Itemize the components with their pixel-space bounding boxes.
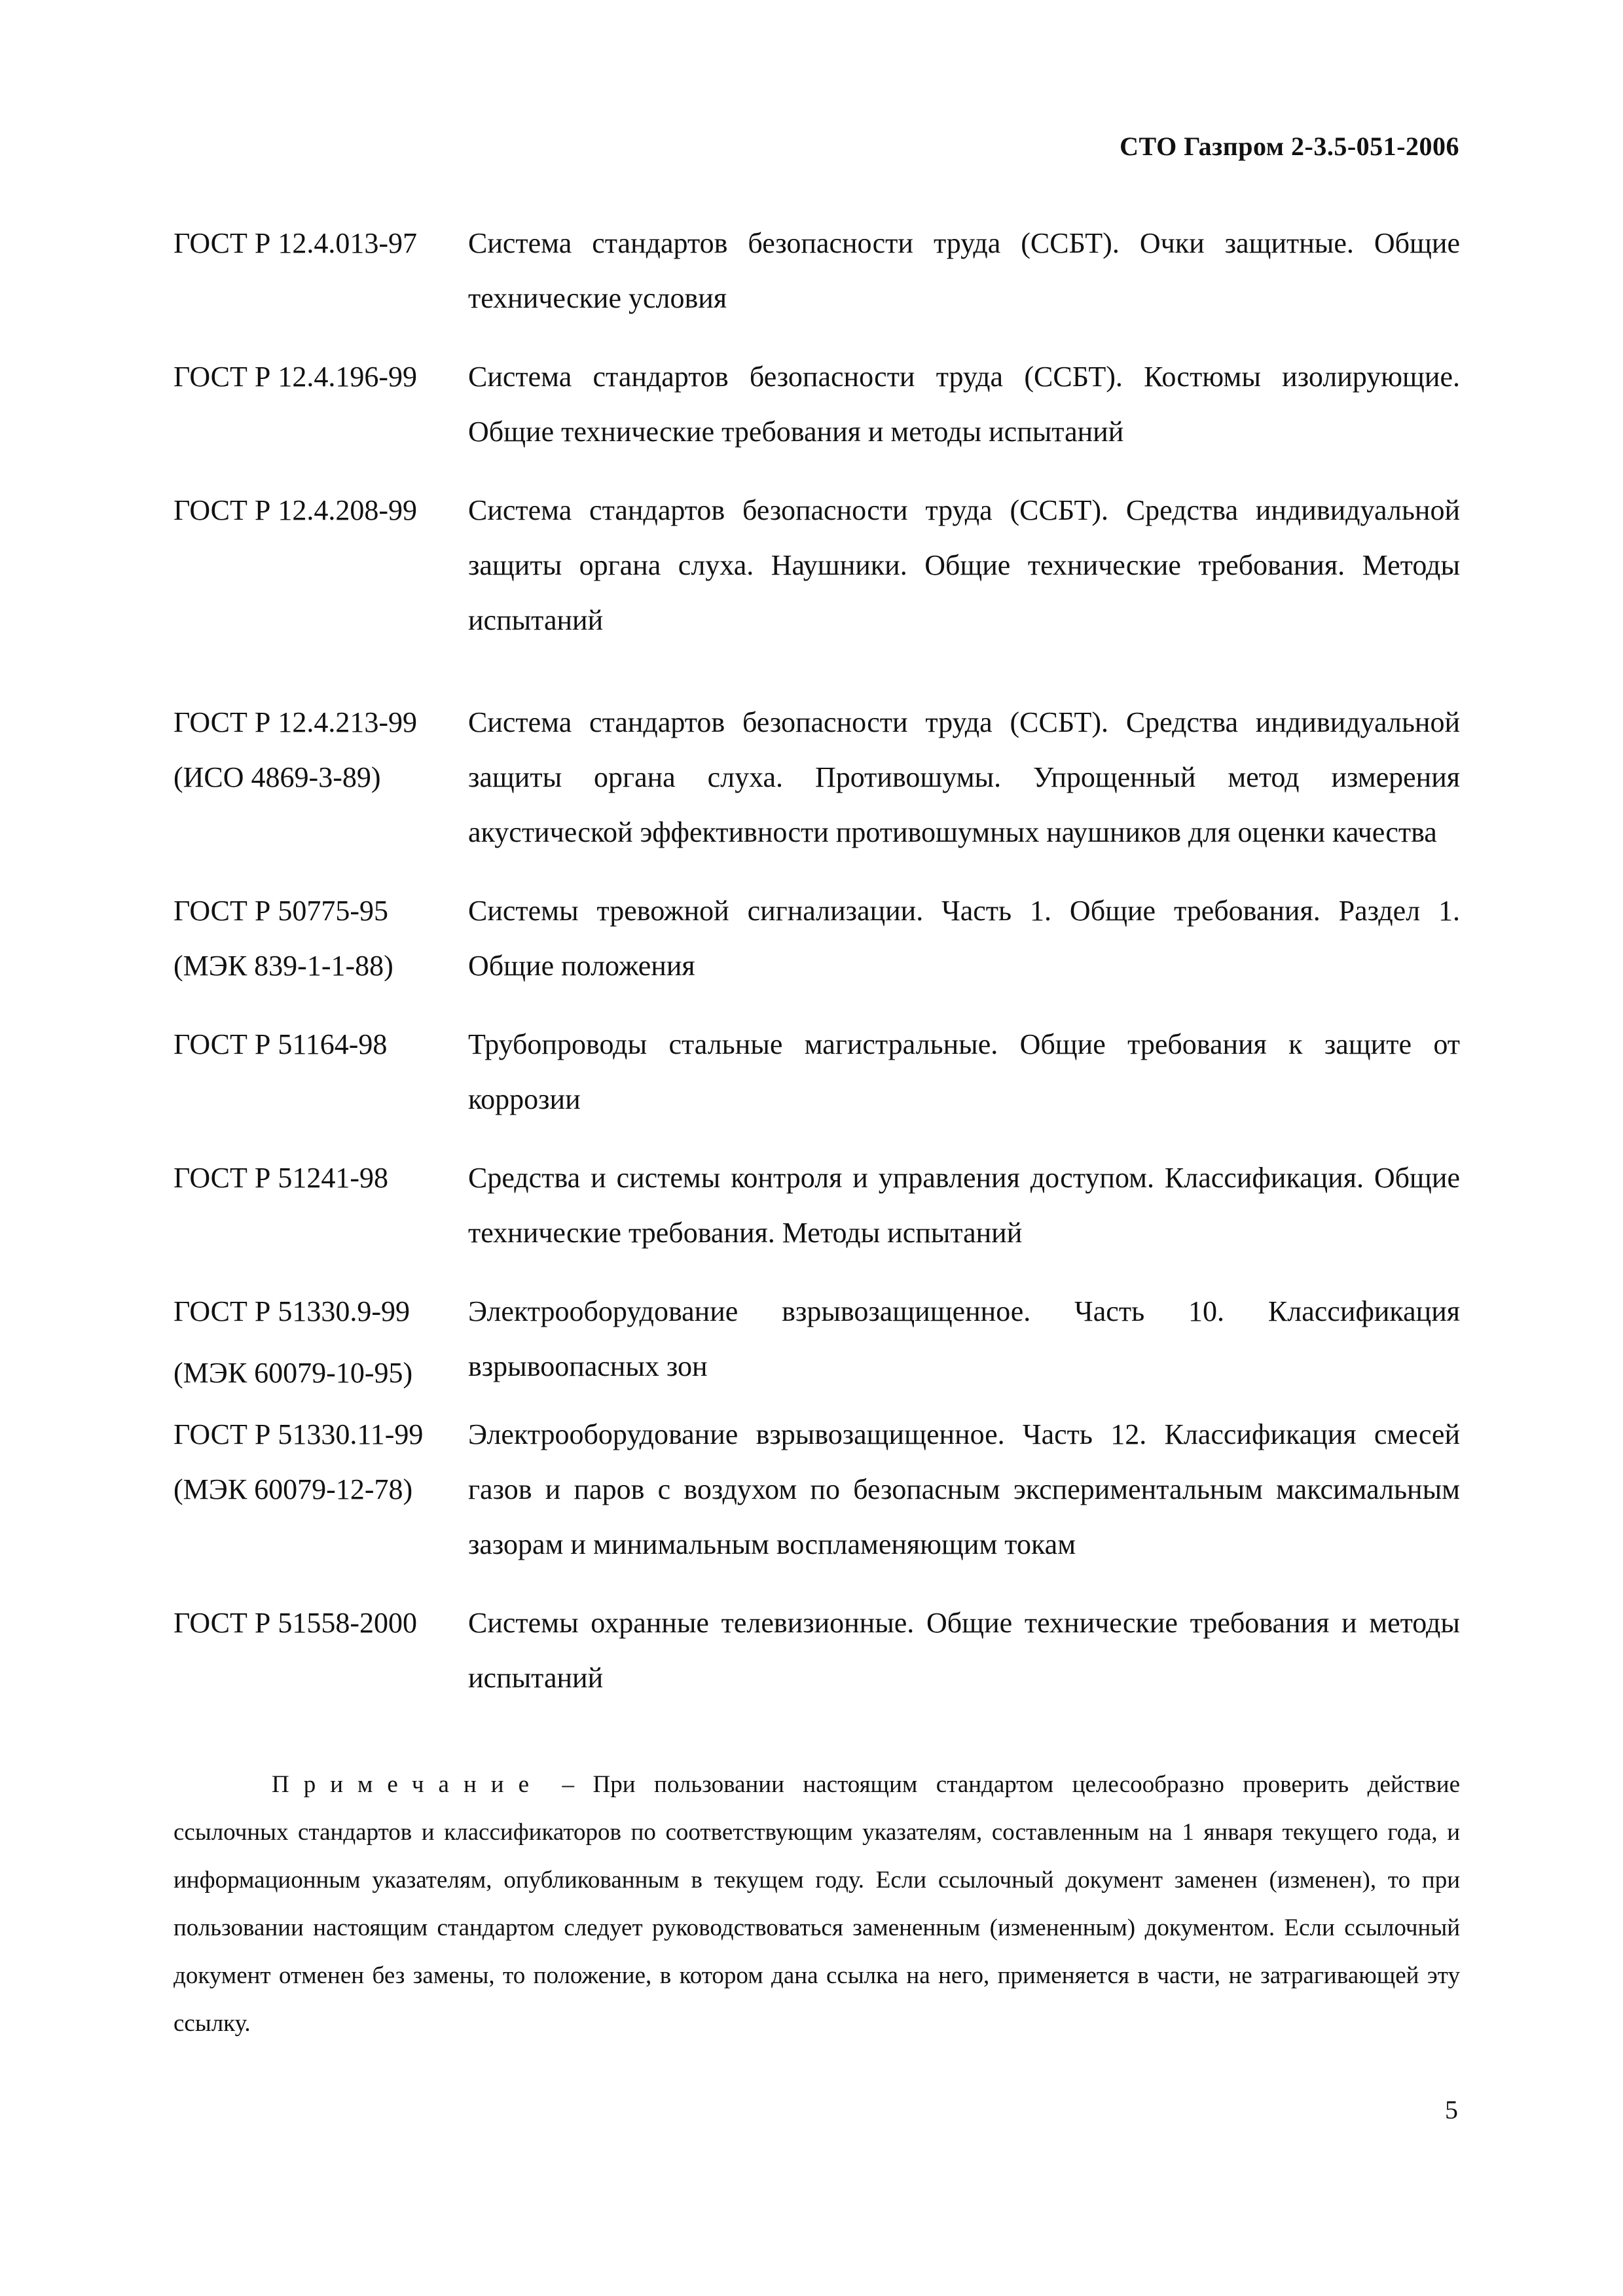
reference-code-international: (МЭК 839-1-1-88) — [173, 950, 393, 982]
reference-row — [173, 1596, 1460, 1706]
reference-code — [173, 1596, 468, 1651]
reference-code — [173, 216, 468, 271]
reference-title: Система стандартов безопасности труда (ССБТ). Костюмы изолирующие. Общие технические требования и методы испытаний — [468, 361, 1460, 448]
reference-title: Система стандартов безопасности труда (ССБТ). Средства индивидуальной защиты органа слуха. Наушники. Общие технические требования. Методы испытаний — [468, 494, 1460, 636]
note-label: Примечание — [272, 1771, 543, 1798]
reference-code-main: ГОСТ Р 50775-95 — [173, 895, 389, 927]
reference-code-main: ГОСТ Р 12.4.208-99 — [173, 494, 418, 526]
reference-code-international: (ИСО 4869-3-89) — [173, 761, 381, 793]
reference-title: Системы охранные телевизионные. Общие технические требования и методы испытаний — [468, 1607, 1460, 1694]
reference-code-main: ГОСТ Р 12.4.196-99 — [173, 361, 418, 393]
reference-title: Системы тревожной сигнализации. Часть 1. Общие требования. Раздел 1. Общие положения — [468, 895, 1460, 982]
reference-code — [173, 1407, 468, 1517]
document-header: СТО Газпром 2-3.5-051-2006 — [1120, 132, 1459, 161]
note-paragraph — [173, 1761, 1460, 2047]
reference-code-main: ГОСТ Р 12.4.213-99 — [173, 706, 418, 738]
reference-row — [173, 884, 1460, 994]
reference-row — [173, 350, 1460, 459]
reference-code — [173, 884, 468, 994]
reference-title: Система стандартов безопасности труда (ССБТ). Средства индивидуальной защиты органа слуха. Противошумы. Упрощенный метод измерения акустической эффективности противошумных наушников для оценки качества — [468, 706, 1460, 848]
reference-code — [173, 350, 468, 404]
reference-code-main: ГОСТ Р 51558-2000 — [173, 1607, 418, 1639]
reference-title: Средства и системы контроля и управления доступом. Классификация. Общие технические требования. Методы испытаний — [468, 1162, 1460, 1249]
reference-code-main: ГОСТ Р 51164-98 — [173, 1028, 388, 1060]
reference-title: Трубопроводы стальные магистральные. Общие требования к защите от коррозии — [468, 1028, 1460, 1115]
reference-code-main: ГОСТ Р 51330.9-99 — [173, 1295, 410, 1327]
reference-code — [173, 483, 468, 538]
reference-code-international: (МЭК 60079-12-78) — [173, 1473, 413, 1505]
reference-code-main: ГОСТ Р 51330.11-99 — [173, 1418, 424, 1450]
note-text: – При пользовании настоящим стандартом целесообразно проверить действие ссылочных стандартов и классификаторов по соответствующим указателям, составленным на 1 января текущего года, и информационным указателям, опубликованным в текущем году. Если ссылочный документ заменен (изменен), то при пользовании настоящим стандартом следует руководствоваться замененным (измененным) документом. Если ссылочный документ отменен без замены, то положение, в котором дана ссылка на него, применяется в части, не затрагивающей эту ссылку. — [173, 1771, 1460, 2037]
reference-row — [173, 1284, 1460, 1401]
reference-row — [173, 216, 1460, 326]
reference-title: Электрооборудование взрывозащищенное. Часть 12. Классификация смесей газов и паров с воздухом по безопасным экспериментальным максимальным зазорам и минимальным воспламеняющим токам — [468, 1418, 1460, 1560]
reference-code-international: (МЭК 60079-10-95) — [173, 1357, 413, 1389]
reference-code-main: ГОСТ Р 51241-98 — [173, 1162, 389, 1194]
reference-code — [173, 1284, 468, 1401]
reference-code-main: ГОСТ Р 12.4.013-97 — [173, 227, 418, 259]
reference-row — [173, 1017, 1460, 1127]
reference-row — [173, 1151, 1460, 1261]
reference-title: Система стандартов безопасности труда (ССБТ). Очки защитные. Общие технические условия — [468, 227, 1460, 314]
reference-row — [173, 483, 1460, 648]
reference-code — [173, 1017, 468, 1072]
page-number: 5 — [1445, 2095, 1458, 2125]
reference-title: Электрооборудование взрывозащищенное. Часть 10. Классификация взрывоопасных зон — [468, 1295, 1460, 1382]
normative-references-list — [173, 216, 1460, 1729]
reference-row — [173, 1407, 1460, 1572]
reference-code — [173, 695, 468, 805]
reference-row — [173, 695, 1460, 860]
reference-code — [173, 1151, 468, 1206]
